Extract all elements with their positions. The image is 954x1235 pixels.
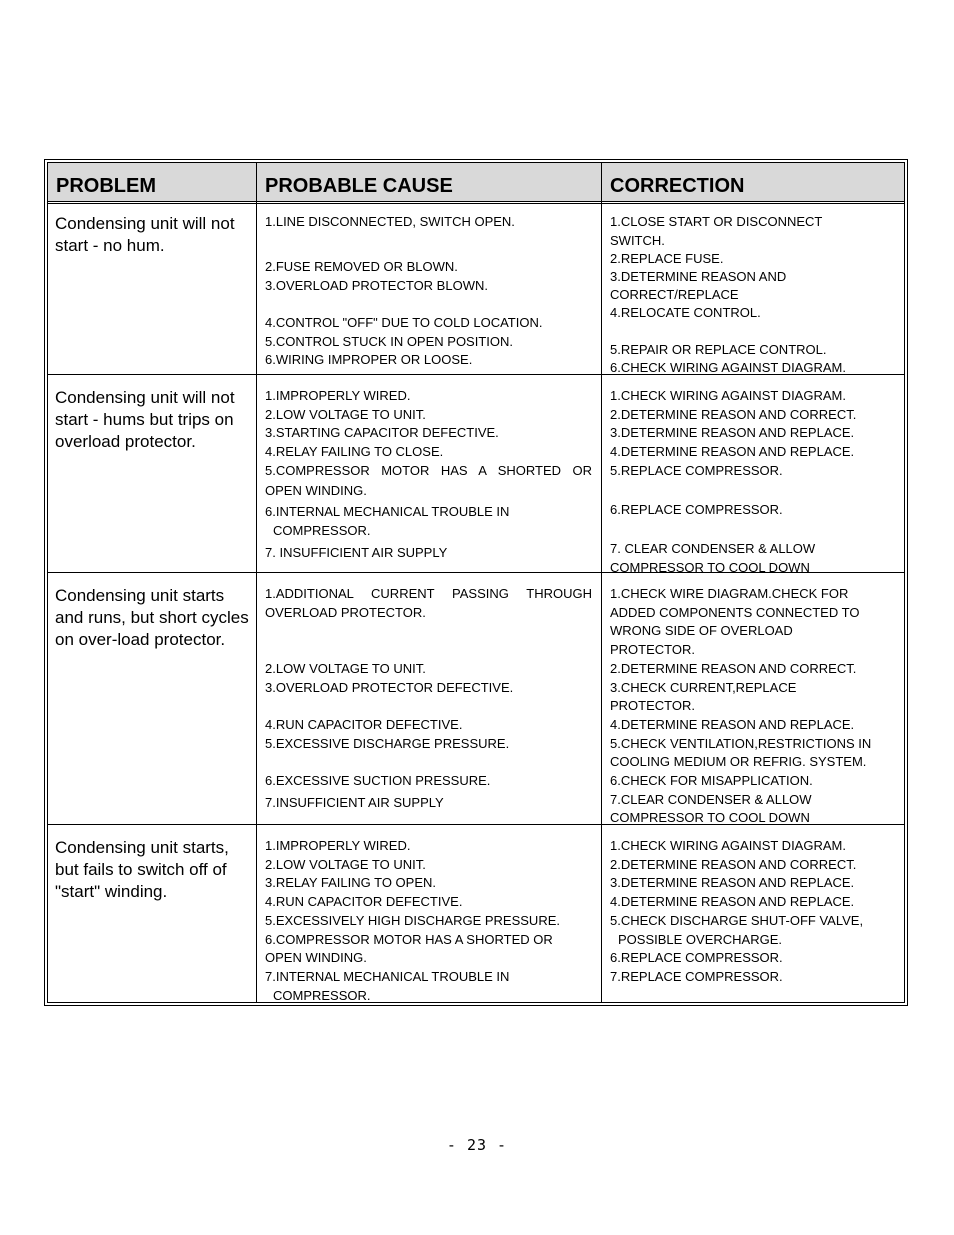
cause-line: 2.LOW VOLTAGE TO UNIT. [265, 406, 426, 422]
correction-line: 5.REPLACE COMPRESSOR. [610, 462, 783, 478]
correction-line: 2.REPLACE FUSE. [610, 251, 724, 267]
correction-line: 2.DETERMINE REASON AND CORRECT. [610, 406, 857, 422]
correction-line: 4.RELOCATE CONTROL. [610, 304, 761, 320]
problem-text: Condensing unit will not start - hums but trips on overload protector. [55, 388, 235, 451]
cause-line: 4.RELAY FAILING TO CLOSE. [265, 444, 444, 460]
cause-line: 2.FUSE REMOVED OR BLOWN. [265, 258, 458, 274]
correction-line: 3.DETERMINE REASON AND REPLACE. [610, 875, 855, 891]
column-divider-1 [256, 163, 257, 1002]
correction-line: 2.DETERMINE REASON AND CORRECT. [610, 660, 857, 676]
correction-line: 1.CHECK WIRING AGAINST DIAGRAM. [610, 838, 846, 853]
cause-line: 4.CONTROL "OFF" DUE TO COLD LOCATION. [265, 314, 543, 330]
correction-line: 6.CHECK FOR MISAPPLICATION. [610, 773, 813, 788]
correction-line: 5.CHECK VENTILATION,RESTRICTIONS IN [610, 735, 872, 751]
problem-text: Condensing unit starts, but fails to switch off of "start" winding. [55, 838, 229, 901]
cause-line: OVERLOAD PROTECTOR. [265, 604, 426, 620]
correction-line: 6.CHECK WIRING AGAINST DIAGRAM. [610, 359, 846, 375]
cause-line: 1.LINE DISCONNECTED, SWITCH OPEN. [265, 214, 515, 229]
cause-line: 6.COMPRESSOR MOTOR HAS A SHORTED OR [265, 931, 553, 947]
correction-line: 4.DETERMINE REASON AND REPLACE. [610, 444, 855, 460]
cause-line: 4.RUN CAPACITOR DEFECTIVE. [265, 894, 463, 910]
cause-line: 1.IMPROPERLY WIRED. [265, 838, 411, 853]
cause-line: 5.CONTROL STUCK IN OPEN POSITION. [265, 333, 513, 349]
correction-line: COOLING MEDIUM OR REFRIG. SYSTEM. [610, 754, 867, 770]
cause-line: 3.STARTING CAPACITOR DEFECTIVE. [265, 425, 499, 441]
cause-line: 4.RUN CAPACITOR DEFECTIVE. [265, 716, 463, 732]
correction-line: COMPRESSOR TO COOL DOWN [610, 560, 810, 576]
cause-line: 6.INTERNAL MECHANICAL TROUBLE IN [265, 503, 510, 519]
cause-line: 5.COMPRESSOR MOTOR HAS A SHORTED OR [265, 462, 592, 478]
cause-line: COMPRESSOR. [273, 522, 371, 538]
header-problem: PROBLEM [56, 175, 156, 197]
correction-line: POSSIBLE OVERCHARGE. [618, 931, 782, 947]
correction-line: 5.CHECK DISCHARGE SHUT-OFF VALVE, [610, 912, 864, 928]
correction-line: 1.CHECK WIRING AGAINST DIAGRAM. [610, 388, 846, 403]
correction-line: 3.CHECK CURRENT,REPLACE [610, 679, 797, 695]
correction-line: 4.DETERMINE REASON AND REPLACE. [610, 894, 855, 910]
correction-line: 2.DETERMINE REASON AND CORRECT. [610, 856, 857, 872]
correction-line: COMPRESSOR TO COOL DOWN [610, 810, 810, 826]
cause-line: 6.WIRING IMPROPER OR LOOSE. [265, 352, 473, 368]
correction-line: PROTECTOR. [610, 642, 695, 658]
correction-line: 3.DETERMINE REASON AND REPLACE. [610, 425, 855, 441]
correction-line: 6.REPLACE COMPRESSOR. [610, 502, 783, 518]
correction-line: 1.CLOSE START OR DISCONNECT [610, 214, 823, 229]
cause-line: 3.OVERLOAD PROTECTOR DEFECTIVE. [265, 679, 514, 695]
cause-line: OPEN WINDING. [265, 483, 367, 499]
column-divider-2 [601, 163, 602, 1002]
correction-line: WRONG SIDE OF OVERLOAD [610, 623, 793, 639]
cause-line: 6.EXCESSIVE SUCTION PRESSURE. [265, 773, 491, 788]
cause-line: 5.EXCESSIVE DISCHARGE PRESSURE. [265, 735, 510, 751]
correction-line: 7. CLEAR CONDENSER & ALLOW [610, 541, 816, 557]
cause-line: COMPRESSOR. [273, 987, 371, 1003]
cause-line: 1.IMPROPERLY WIRED. [265, 388, 411, 403]
correction-line: 7.REPLACE COMPRESSOR. [610, 968, 783, 984]
header-divider [48, 201, 904, 204]
correction-line: 4.DETERMINE REASON AND REPLACE. [610, 716, 855, 732]
cause-line: 3.RELAY FAILING TO OPEN. [265, 875, 436, 891]
correction-line: 1.CHECK WIRE DIAGRAM.CHECK FOR [610, 586, 849, 601]
cause-line: 5.EXCESSIVELY HIGH DISCHARGE PRESSURE. [265, 912, 560, 928]
cause-line: 2.LOW VOLTAGE TO UNIT. [265, 856, 426, 872]
cause-line: 7.INSUFFICIENT AIR SUPPLY [265, 795, 444, 811]
correction-line: 3.DETERMINE REASON AND [610, 269, 787, 285]
correction-line: 6.REPLACE COMPRESSOR. [610, 950, 783, 966]
correction-line: CORRECT/REPLACE [610, 286, 739, 302]
header-correction: CORRECTION [610, 175, 745, 197]
cause-line: 2.LOW VOLTAGE TO UNIT. [265, 660, 426, 676]
correction-line: ADDED COMPONENTS CONNECTED TO [610, 604, 860, 620]
table-header-row [48, 163, 904, 202]
cause-line: 7.INTERNAL MECHANICAL TROUBLE IN [265, 968, 510, 984]
correction-line: SWITCH. [610, 232, 665, 248]
cause-line: OPEN WINDING. [265, 950, 367, 966]
problem-text: Condensing unit starts and runs, but short cycles on over-load protector. [55, 586, 249, 649]
correction-line: PROTECTOR. [610, 698, 695, 714]
troubleshooting-table [44, 159, 908, 1006]
page-number: - 23 - [446, 1136, 508, 1154]
header-probable-cause: PROBABLE CAUSE [265, 175, 453, 197]
cause-line: 1.ADDITIONAL CURRENT PASSING THROUGH [265, 586, 592, 601]
correction-line: 5.REPAIR OR REPLACE CONTROL. [610, 342, 827, 358]
correction-line: 7.CLEAR CONDENSER & ALLOW [610, 791, 812, 807]
problem-text: Condensing unit will not start - no hum. [55, 214, 235, 255]
cause-line: 7. INSUFFICIENT AIR SUPPLY [265, 545, 448, 561]
cause-line: 3.OVERLOAD PROTECTOR BLOWN. [265, 277, 488, 293]
